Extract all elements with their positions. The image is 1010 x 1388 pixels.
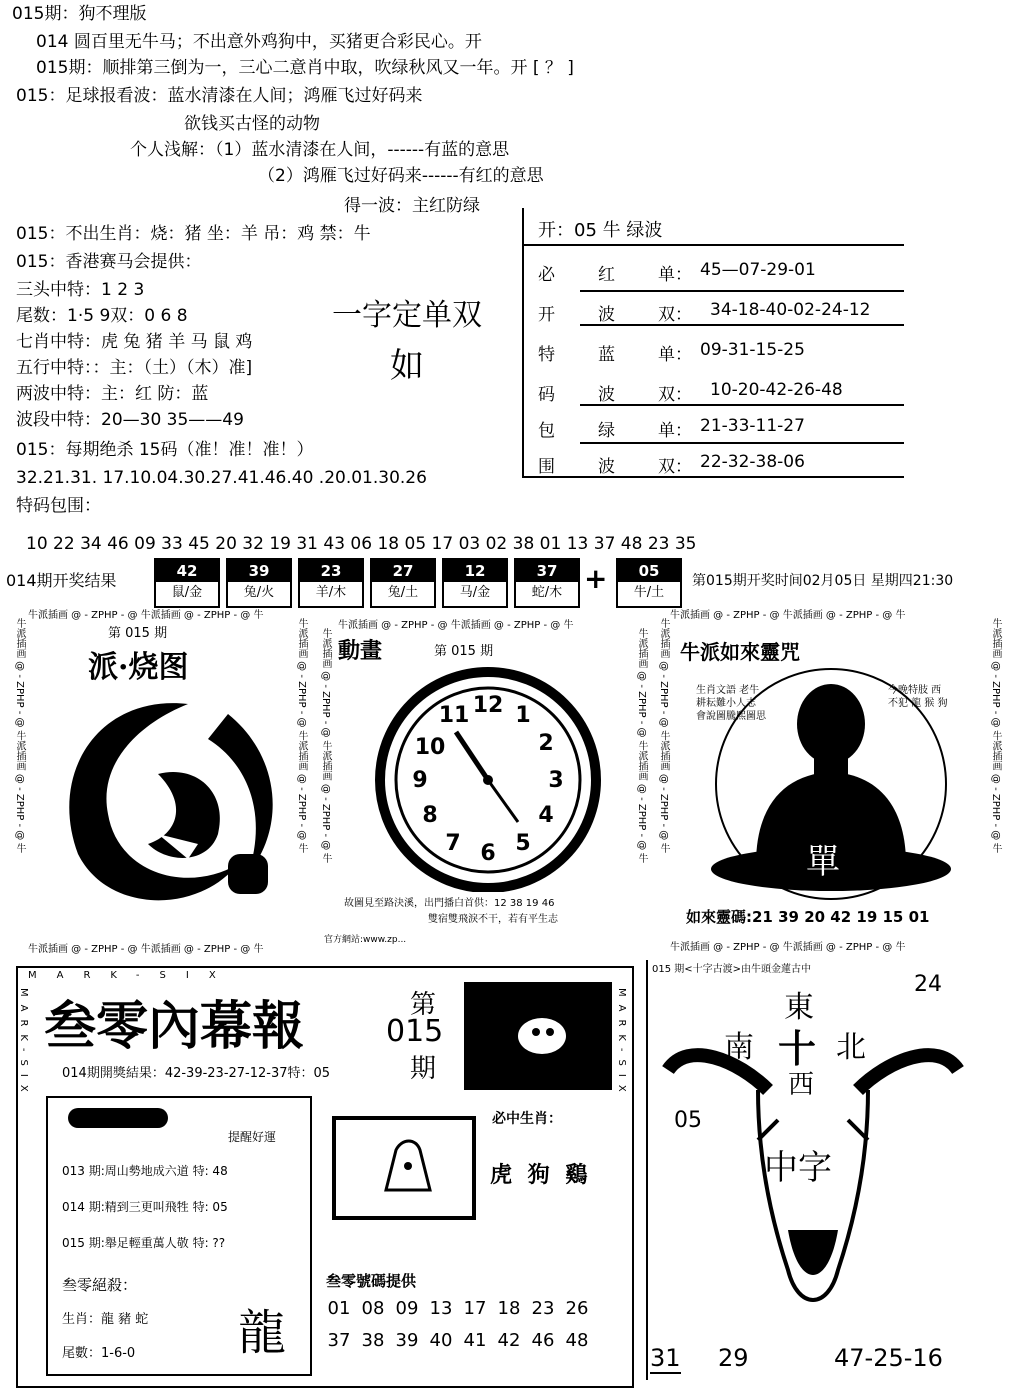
- table-cell: 围: [538, 457, 555, 477]
- svg-text:7: 7: [445, 831, 461, 856]
- panel-strip: 牛派插画 @ - ZPHP - @ 牛派插画 @ - ZPHP - @ 牛: [14, 618, 25, 854]
- clock-illustration: [368, 662, 608, 892]
- ball-number: 42: [156, 560, 218, 582]
- panel-left-text: 生肖文語 老牛耕耘難小人志 會說圖騰熙圖思: [696, 685, 766, 722]
- panel-strip: 牛派插画 @ - ZPHP - @ 牛派插画 @ - ZPHP - @ 牛: [28, 610, 264, 621]
- panel-strip: 牛派插画 @ - ZPHP - @ 牛派插画 @ - ZPHP - @ 牛: [670, 942, 906, 953]
- panel-right-text: 今晚特肢 西 不犯 龍 猴 狗: [888, 685, 948, 709]
- number-cell: 40: [429, 1330, 453, 1351]
- result-ball: [442, 558, 508, 608]
- panel-code: 如來靈碼:21 39 20 42 19 15 01: [686, 908, 930, 926]
- header-line-1: 014 圆百里无牛马；不出意外鸡狗中，买猪更合彩民心。开: [36, 32, 482, 52]
- panel-center-char: 單: [806, 842, 840, 882]
- number-cell: 08: [361, 1298, 385, 1319]
- special-numbers: 10 22 34 46 09 33 45 20 32 19 31 43 06 18 05 17 03 02 38 01 13 37 48 23 35: [26, 534, 697, 554]
- panel-strip: 牛派插画 @ - ZPHP - @ 牛派插画 @ - ZPHP - @ 牛: [990, 618, 1001, 854]
- issue-char-a: 第: [410, 990, 437, 1020]
- hint-title: 提醒好運: [228, 1130, 277, 1144]
- panel-caption-1: 故圖見至路決溪，出門播白首供：12 38 19 46: [344, 898, 555, 909]
- table-cell: 蓝: [598, 345, 615, 365]
- slogan-2: 如: [390, 346, 424, 386]
- panel-strip: 牛派插画 @ - ZPHP - @ 牛派插画 @ - ZPHP - @ 牛: [338, 620, 574, 631]
- ball-number: 23: [300, 560, 362, 582]
- swirl-illustration: [38, 684, 288, 924]
- animal-icon: [464, 982, 612, 1090]
- number-cell: 38: [361, 1330, 385, 1351]
- panel-issue: 第 015 期: [108, 626, 168, 641]
- table-cell: 09-31-15-25: [700, 340, 805, 360]
- panel-title: 牛派如來靈咒: [680, 640, 800, 664]
- number-cell: 23: [531, 1298, 555, 1319]
- mid-text: 中字: [764, 1148, 832, 1188]
- number-cell: 41: [463, 1330, 487, 1351]
- plus-sign: +: [584, 562, 608, 595]
- foot-num-b: 29: [718, 1344, 749, 1372]
- table-cell: 波: [598, 305, 615, 325]
- hint-line: 015 期:舉足輕重萬人敬 特: ??: [62, 1236, 226, 1250]
- divider: [524, 244, 904, 246]
- ball-zodiac: 鼠/金: [171, 585, 203, 600]
- svg-text:2: 2: [538, 731, 554, 756]
- table-cell: 10-20-42-26-48: [710, 380, 843, 400]
- number-cell: 39: [395, 1330, 419, 1351]
- number-title: 叁零號碼提供: [326, 1272, 417, 1290]
- svg-text:12: 12: [472, 693, 504, 718]
- info-line-1: 015：不出生肖：烧：猪 坐：羊 吊：鸡 禁：牛: [16, 224, 371, 244]
- info-line-7: 两波中特：主：红 防：蓝: [16, 384, 209, 404]
- number-cell: 18: [497, 1298, 521, 1319]
- ball-number: 39: [228, 560, 290, 582]
- svg-text:6: 6: [480, 841, 496, 866]
- header-line-5: 个人浅解：（1）蓝水清漆在人间，------有蓝的意思: [130, 140, 510, 160]
- must-title: 必中生肖：: [492, 1111, 562, 1127]
- table-cell: 双：: [658, 457, 692, 477]
- next-draw: 第015期开奖时间02月05日 星期四21:30: [692, 573, 954, 589]
- ball-zodiac: 蛇/木: [531, 585, 563, 600]
- num-24: 24: [914, 972, 942, 997]
- table-cell: 红: [598, 265, 615, 285]
- svg-text:11: 11: [438, 703, 470, 728]
- ball-number: 27: [372, 560, 434, 582]
- result-ball: [514, 558, 580, 608]
- number-cell: 01: [327, 1298, 351, 1319]
- panel-buddha: [656, 604, 1006, 954]
- panel-strip: 牛派插画 @ - ZPHP - @ 牛派插画 @ - ZPHP - @ 牛: [658, 618, 669, 854]
- svg-text:1: 1: [515, 703, 531, 728]
- panel-shaojiao: [8, 604, 310, 954]
- dir-cross: 十: [778, 1027, 817, 1071]
- number-row: [322, 1330, 594, 1351]
- newspaper-result: 014期開獎結果：42-39-23-27-12-37特：05: [62, 1066, 331, 1081]
- table-cell: 必: [538, 265, 555, 285]
- table-row: [524, 444, 904, 482]
- hint-line: 013 期:周山勢地成六道 特: 48: [62, 1164, 228, 1178]
- panel-strip: 牛派插画 @ - ZPHP - @ 牛派插画 @ - ZPHP - @ 牛: [320, 628, 331, 864]
- panel-strip: MARK-SIX: [28, 970, 236, 981]
- header-line-7: 得一波：主红防绿: [344, 196, 480, 216]
- result-ball: [226, 558, 292, 608]
- ball-number: 37: [516, 560, 578, 582]
- hint-line: 014 期:精到三更叫飛牲 特: 05: [62, 1200, 228, 1214]
- table-cell: 波: [598, 457, 615, 477]
- table-cell: 22-32-38-06: [700, 452, 805, 472]
- panel-strip: 牛派插画 @ - ZPHP - @ 牛派插画 @ - ZPHP - @ 牛: [670, 610, 906, 621]
- table-row: [524, 332, 904, 370]
- number-cell: 46: [531, 1330, 555, 1351]
- issue-title: 015期：狗不理版: [12, 4, 147, 24]
- info-line-5: 七肖中特：虎 兔 猪 羊 马 鼠 鸡: [16, 332, 253, 352]
- table-cell: 双：: [658, 385, 692, 405]
- kill-zodiac: 生肖：龍 豬 蛇: [62, 1312, 149, 1327]
- number-cell: 48: [565, 1330, 589, 1351]
- hint-box: [46, 1096, 312, 1376]
- panel-title: 派·烧图: [88, 650, 189, 685]
- info-line-9: 015：每期绝杀 15码（准！准！准！）: [16, 440, 314, 460]
- dir-south: 南: [724, 1030, 754, 1065]
- svg-text:4: 4: [538, 803, 554, 828]
- ball-zodiac: 兔/土: [387, 585, 419, 600]
- table-cell: 单：: [658, 265, 692, 285]
- slogan: 一字定单双: [332, 298, 482, 333]
- number-cell: 09: [395, 1298, 419, 1319]
- number-box: [312, 1266, 614, 1374]
- panel-strip: 牛派插画 @ - ZPHP - @ 牛派插画 @ - ZPHP - @ 牛: [28, 944, 264, 955]
- table-cell: 单：: [658, 421, 692, 441]
- table-cell: 包: [538, 421, 555, 441]
- panel-issue: 第 015 期: [434, 644, 494, 659]
- svg-text:10: 10: [414, 735, 446, 760]
- table-cell: 码: [538, 385, 555, 405]
- table-cell: 波: [598, 385, 615, 405]
- skull-header: 015 期<十字古渡>由牛頭金蓮古中: [652, 964, 812, 975]
- table-cell: 45—07-29-01: [700, 260, 816, 280]
- icon-frame: [332, 1116, 476, 1220]
- dir-east: 東: [784, 990, 814, 1025]
- table-cell: 21-33-11-27: [700, 416, 805, 436]
- dir-west: 西: [788, 1070, 815, 1100]
- header-line-6: （2）鸿雁飞过好码来------有红的意思: [258, 166, 544, 186]
- special-ball: [616, 558, 682, 608]
- number-cell: 42: [497, 1330, 521, 1351]
- result-ball: [370, 558, 436, 608]
- hint-banner: [68, 1108, 168, 1128]
- divider: [580, 404, 904, 406]
- header-line-4: 欲钱买古怪的动物: [184, 114, 320, 134]
- table-cell: 34-18-40-02-24-12: [710, 300, 871, 320]
- ball-zodiac: 马/金: [459, 585, 491, 600]
- panel-strip: 牛派插画 @ - ZPHP - @ 牛派插画 @ - ZPHP - @ 牛: [296, 618, 307, 854]
- foot-num-c: 47-25-16: [834, 1344, 943, 1372]
- info-line-3: 三头中特：1 2 3: [16, 280, 145, 300]
- panel-strip: MARK-SIX: [18, 988, 29, 1100]
- bell-icon: [336, 1120, 472, 1216]
- must-box: [312, 1096, 614, 1226]
- panel-animation: [318, 614, 652, 954]
- info-line-8: 波段中特：20—30 35——49: [16, 410, 244, 430]
- table-row: [524, 252, 904, 290]
- ball-zodiac: 羊/木: [315, 585, 347, 600]
- table-open: 开：05 牛 绿波: [538, 220, 663, 241]
- panel-caption-2: 雙宿雙飛淚不干，若有平生志: [428, 914, 558, 925]
- special-code-table: [522, 208, 904, 478]
- number-cell: 26: [565, 1298, 589, 1319]
- panel-strip: MARK-SIX: [616, 988, 627, 1100]
- foot-num-a: 31: [650, 1344, 681, 1372]
- svg-text:9: 9: [412, 768, 428, 793]
- svg-text:3: 3: [548, 768, 564, 793]
- info-line-2: 015：香港赛马会提供：: [16, 252, 202, 272]
- skull-panel: [646, 960, 978, 1380]
- issue-char-c: 期: [410, 1054, 437, 1084]
- ball-number: 05: [618, 560, 680, 582]
- table-cell: 双：: [658, 305, 692, 325]
- must-zodiac: 虎 狗 鷄: [490, 1163, 592, 1188]
- big-char: 龍: [238, 1305, 287, 1361]
- panel-strip: 牛派插画 @ - ZPHP - @ 牛派插画 @ - ZPHP - @ 牛: [636, 628, 647, 864]
- info-line-4: 尾数：1·5 9双：0 6 8: [16, 306, 188, 326]
- number-cell: 37: [327, 1330, 351, 1351]
- svg-text:5: 5: [515, 831, 531, 856]
- newspaper-panel: [16, 966, 634, 1388]
- header-line-3: 015：足球报看波：蓝水清漆在人间；鸿雁飞过好码来: [16, 86, 423, 106]
- dir-north: 北: [836, 1030, 866, 1065]
- num-05: 05: [674, 1108, 702, 1133]
- info-line-11: 特码包围：: [16, 496, 101, 516]
- header-line-2: 015期：顺排第三倒为一，三心二意肖中取，吹绿秋风又一年。开 [ ？ ]: [36, 58, 574, 78]
- table-cell: 单：: [658, 345, 692, 365]
- image-block: [464, 982, 612, 1090]
- results-label: 014期开奖结果: [6, 571, 117, 590]
- table-cell: 绿: [598, 421, 615, 441]
- info-line-6: 五行中特：：主：（土）（木）准]: [16, 358, 253, 378]
- number-row: [322, 1298, 594, 1319]
- kill-tail: 尾數：1-6-0: [62, 1346, 136, 1361]
- number-cell: 17: [463, 1298, 487, 1319]
- info-line-10: 32.21.31. 17.10.04.30.27.41.46.40 .20.01.30.26: [16, 468, 427, 488]
- ball-zodiac: 牛/土: [633, 585, 665, 600]
- table-row: [524, 408, 904, 446]
- result-ball: [298, 558, 364, 608]
- newspaper-title: 叁零內幕報: [44, 996, 305, 1057]
- ball-number: 12: [444, 560, 506, 582]
- table-cell: 特: [538, 345, 555, 365]
- svg-text:8: 8: [422, 803, 438, 828]
- table-cell: 开: [538, 305, 555, 325]
- result-ball: [154, 558, 220, 608]
- issue-number: 015: [386, 1014, 444, 1049]
- kill-title: 叁零絕殺：: [62, 1276, 138, 1294]
- divider: [580, 324, 904, 326]
- panel-title: 動畫: [338, 639, 383, 664]
- ball-zodiac: 兔/火: [243, 585, 275, 600]
- panel-footer: 官方網站:www.zp...: [324, 935, 407, 945]
- number-cell: 13: [429, 1298, 453, 1319]
